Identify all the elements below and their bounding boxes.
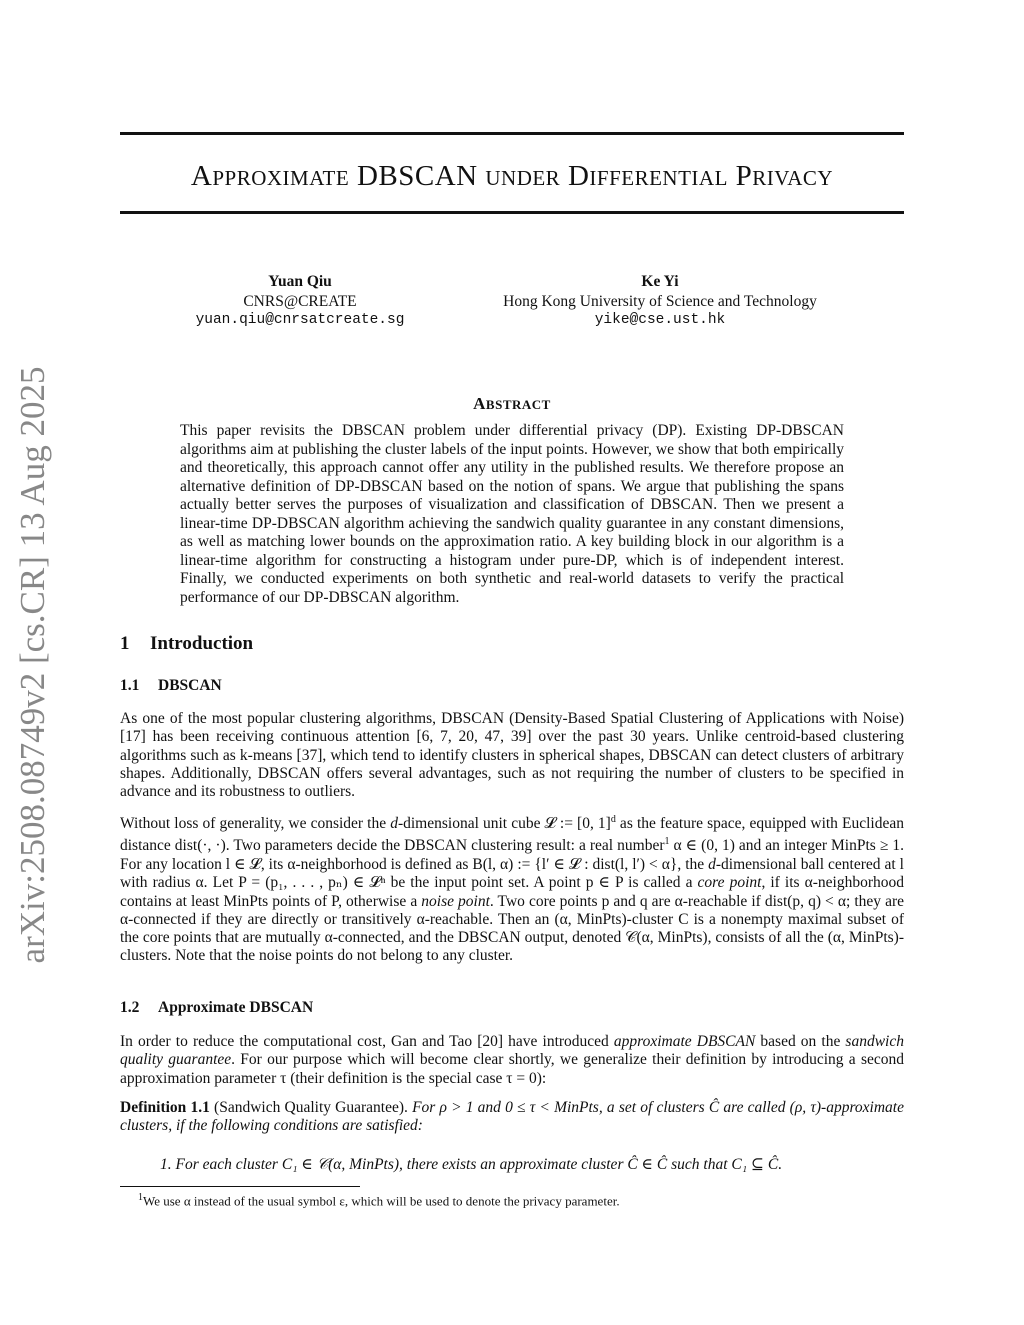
paragraph-dbscan-definition: Without loss of generality, we consider the d-dimensional unit cube 𝓛 := [0, 1]$^d$ as the feature space, equipped with Euclidean distance dist(·, ·). Two parameters decide the DBSCAN clustering result: a real number$^1$ α ∈ (0, 1) and an integer MinPts ≥ 1. For any location l ∈ 𝓛, its α-neighborhood is defined as B(l, α) := {l′ ∈ 𝓛 : dist(l, l′) < α}, the d-dimensional ball centered at l with radius α. Let P = (p₁, . . . , pₙ) ∈ 𝓛ⁿ be the input point set. A point p ∈ P is called a core point, if its α-neighborhood contains at least MinPts points of P, otherwise a noise point. Two core points p and q are α-reachable if dist(p, q) < α; they are α-connected if they are directly or transitively α-reachable. Then an (α, MinPts)-cluster C is a nonempty maximal subset of the core points that are mutually α-connected, and the DBSCAN output, denoted 𝒞(α, MinPts), consists of all the (α, MinPts)-clusters. Note that the noise points do not belong to any cluster. bbox=[120, 814, 904, 965]
footnote-1: $^1$We use α instead of the usual symbol ε, which will be used to denote the privacy parameter. bbox=[138, 1192, 620, 1209]
author-email[interactable]: yuan.qiu@cnrsatcreate.sg bbox=[195, 312, 405, 328]
author-block-1 bbox=[180, 272, 420, 331]
title-bottom-rule bbox=[120, 211, 904, 214]
author-name: Ke Yi bbox=[641, 273, 679, 290]
footnote-ref[interactable]: 1 bbox=[664, 836, 670, 848]
author-affiliation: CNRS@CREATE bbox=[243, 292, 357, 310]
paper-title: APPROXIMATE DBSCAN UNDER DIFFERENTIAL PRIVACY bbox=[190, 160, 834, 192]
author-affiliation: Hong Kong University of Science and Technology bbox=[503, 292, 817, 310]
title-top-rule bbox=[120, 132, 904, 135]
subsection-heading-dbscan: 1.1 DBSCAN bbox=[120, 677, 222, 694]
author-email[interactable]: yike@cse.ust.hk bbox=[594, 312, 726, 328]
definition-condition-1: 1. For each cluster C₁ ∈ 𝒞(α, MinPts), there exists an approximate cluster Ĉ ∈ Ĉ such that C₁ ⊆ Ĉ. bbox=[160, 1156, 783, 1173]
abstract-text: This paper revisits the DBSCAN problem under differential privacy (DP). Existing DP-DBSCAN algorithms aim at publishing the cluster labels of the input points. However, we show that both empirically and theoretically, this approach cannot offer any utility in the published results. We therefore propose an alternative definition of DP-DBSCAN based on the notion of spans. We argue that publishing the spans actually better serves the purposes of visualization and classification of DBSCAN. Then we present a linear-time DP-DBSCAN algorithm achieving the sandwich quality guarantee in any constant dimensions, as well as matching lower bounds on the approximation ratio. A key building block in our algorithm is a linear-time algorithm for constructing a histogram under pure-DP, which is of independent interest. Finally, we conducted experiments on both synthetic and real-world datasets to verify the practical performance of our DP-DBSCAN algorithm. bbox=[180, 422, 844, 606]
author-name: Yuan Qiu bbox=[268, 273, 332, 290]
author-block-2 bbox=[470, 272, 850, 331]
section-heading-introduction: 1 Introduction bbox=[120, 633, 254, 654]
footnote-rule bbox=[120, 1186, 360, 1187]
abstract-heading: ABSTRACT bbox=[473, 394, 551, 413]
paragraph-dbscan-intro: As one of the most popular clustering algorithms, DBSCAN (Density-Based Spatial Clustering of Applications with Noise) [17] has been receiving continuous attention [6, 7, 20, 47, 39] over the past 30 years. Unlike centroid-based clustering algorithms such as k-means [37], which tend to identify clusters in spherical shapes, DBSCAN can detect clusters of arbitrary shapes. Additionally, DBSCAN offers several advantages, such as not requiring the number of clusters to be specified in advance and its robustness to outliers. bbox=[120, 710, 904, 801]
arxiv-side-label: arXiv:2508.08749v2 [cs.CR] 13 Aug 2025 bbox=[13, 366, 52, 964]
definition-1-1: Definition 1.1 (Sandwich Quality Guarantee). For ρ > 1 and 0 ≤ τ < MinPts, a set of clusters Ĉ are called (ρ, τ)-approximate clusters, if the following conditions are satisfied: bbox=[120, 1099, 904, 1135]
subsection-heading-approximate-dbscan: 1.2 Approximate DBSCAN bbox=[120, 999, 314, 1016]
paragraph-approximate-dbscan: In order to reduce the computational cost, Gan and Tao [20] have introduced approximate DBSCAN based on the sandwich quality guarantee. For our purpose which will become clear shortly, we generalize their definition by introducing a second approximation parameter τ (their definition is the special case τ = 0): bbox=[120, 1033, 904, 1087]
